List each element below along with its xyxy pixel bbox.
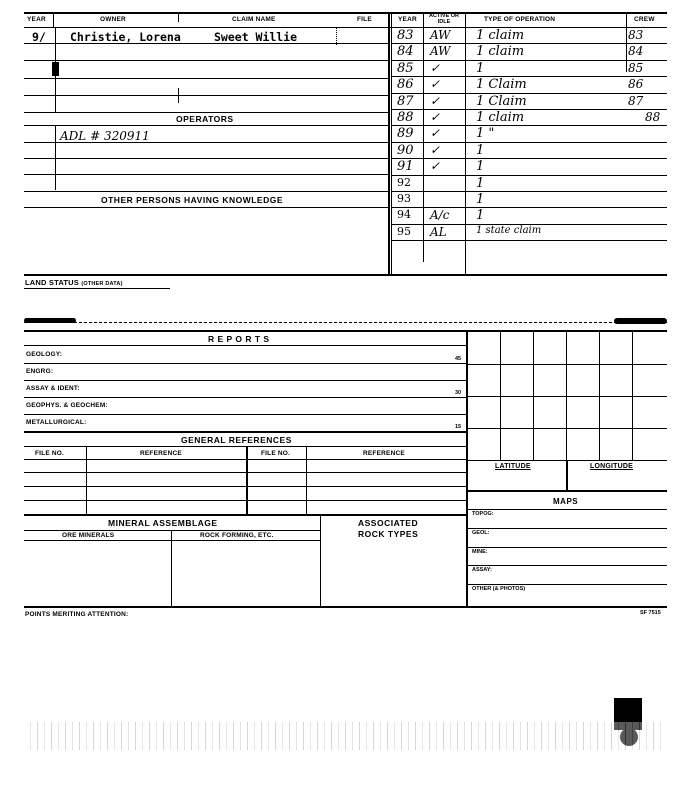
- ops-status: AW: [430, 28, 451, 42]
- ops-type: 1 ": [476, 126, 495, 142]
- ops-type: 1: [476, 175, 485, 191]
- ink-mark: [52, 62, 59, 76]
- ops-status: AL: [430, 224, 447, 239]
- maps-row-label: MINE:: [472, 549, 488, 555]
- report-label: GEOPHYS. & GEOCHEM:: [26, 402, 108, 409]
- rock-forming-label: ROCK FORMING, ETC.: [200, 532, 274, 539]
- form-number: SF 7515: [640, 610, 661, 616]
- gen-ref-divider: [246, 446, 248, 514]
- report-row-line: [24, 397, 466, 398]
- reports-header-line: [24, 345, 466, 346]
- report-page-number: 15: [455, 424, 462, 430]
- ops-row-line: [391, 240, 667, 241]
- gen-ref-divider: [86, 446, 87, 514]
- top-border: [24, 12, 667, 14]
- report-row-line: [24, 414, 466, 415]
- top-section-bottom: [24, 274, 667, 276]
- latitude-label: LATITUDE: [495, 463, 531, 470]
- ops-type: 1 state claim: [476, 224, 542, 236]
- header-active-idle: ACTIVE OR IDLE: [429, 13, 459, 25]
- grid-vline: [566, 330, 567, 460]
- ops-type: 1: [476, 159, 485, 175]
- ops-type: 1 claim: [476, 110, 525, 125]
- operators-header-line: [24, 125, 388, 126]
- ops-row-line: [391, 191, 667, 192]
- header-owner: OWNER: [100, 16, 126, 23]
- reports-top-line: [24, 330, 667, 332]
- grid-hline: [466, 396, 667, 397]
- ops-status: ✓: [430, 60, 441, 75]
- column-divider-main: [388, 12, 390, 274]
- ops-type: 1: [476, 208, 485, 224]
- ops-status: ✓: [430, 110, 441, 124]
- maps-row-line: [466, 547, 667, 548]
- col-status-divider: [465, 12, 466, 274]
- ops-status: ✓: [430, 93, 441, 108]
- ops-year: 90: [397, 142, 414, 158]
- report-label: METALLURGICAL:: [26, 419, 87, 426]
- ops-type: 1 claim: [476, 44, 525, 60]
- report-page-number: 45: [455, 356, 462, 362]
- ops-type: 1: [476, 60, 485, 76]
- header-claim-name: CLAIM NAME: [232, 16, 276, 23]
- owner-tick: [336, 27, 337, 45]
- header-year: YEAR: [27, 16, 46, 23]
- ore-minerals-label: ORE MINERALS: [62, 532, 115, 539]
- ops-status: AW: [430, 44, 451, 59]
- smudge: [614, 318, 667, 324]
- other-persons-label: OTHER PERSONS HAVING KNOWLEDGE: [101, 195, 284, 205]
- claim-name-value: Sweet Willie: [214, 30, 298, 44]
- mineral-subheader-line: [24, 540, 320, 541]
- report-row-line: [24, 363, 466, 364]
- gen-ref-top-line: [24, 432, 466, 433]
- ops-year: 85: [397, 60, 414, 76]
- reports-title: R E P O R T S: [208, 334, 270, 344]
- ops-year: 84: [397, 44, 414, 60]
- maps-row-line: [466, 509, 667, 510]
- ops-type: 1: [476, 142, 485, 158]
- mineral-header-line: [24, 530, 320, 531]
- ops-crew: 85: [628, 60, 644, 75]
- header-bottom-line: [24, 27, 667, 28]
- ops-crew: 86: [628, 77, 644, 92]
- ops-status: ✓: [430, 77, 441, 92]
- gen-ref-divider: [306, 446, 307, 514]
- gen-ref-header-line: [24, 446, 466, 447]
- grid-hline: [466, 364, 667, 365]
- maps-row-label: ASSAY:: [472, 567, 492, 573]
- ops-status: ✓: [430, 159, 441, 174]
- report-row-line: [24, 380, 466, 381]
- gen-ref-row-line: [24, 486, 466, 487]
- ops-type: 1 Claim: [476, 93, 527, 109]
- grid-vline: [500, 330, 501, 460]
- ops-row-line: [391, 175, 667, 176]
- ops-type: 1 Claim: [476, 77, 527, 93]
- maps-row-line: [466, 584, 667, 585]
- maps-row-label: GEOL:: [472, 530, 490, 536]
- ops-crew: 84: [628, 44, 644, 59]
- maps-row-line: [466, 565, 667, 566]
- owner-row-line: [24, 95, 388, 96]
- operators-top-line: [24, 112, 388, 113]
- ops-crew: 87: [628, 93, 644, 108]
- land-status-label: LAND STATUS (OTHER DATA): [25, 278, 123, 287]
- operator-divider: [55, 125, 56, 190]
- header-year-2: YEAR: [398, 16, 417, 23]
- grid-hline: [466, 428, 667, 429]
- gen-ref-title: GENERAL REFERENCES: [181, 435, 292, 445]
- grid-vline: [599, 330, 600, 460]
- ops-year: 95: [397, 224, 411, 238]
- ops-type: 1: [476, 192, 485, 207]
- bottom-section-line: [24, 606, 667, 608]
- points-meriting-label: POINTS MERITING ATTENTION:: [25, 611, 129, 618]
- mineral-divider: [171, 530, 172, 606]
- operator-row-line: [24, 158, 388, 159]
- owner-year-value: 9/: [32, 30, 46, 44]
- column-divider-main-2: [391, 12, 392, 274]
- gen-ref-row-line: [24, 500, 466, 501]
- ops-year: 92: [397, 175, 411, 189]
- reports-top-dashed: [24, 322, 667, 323]
- ops-year: 93: [397, 192, 411, 205]
- longitude-label: LONGITUDE: [590, 463, 634, 470]
- maps-row-label: TOPOG:: [472, 511, 494, 517]
- gen-ref-col-ref-1: REFERENCE: [140, 450, 182, 457]
- header-type-of-operation: TYPE OF OPERATION: [484, 16, 556, 23]
- owner-row-line: [24, 78, 388, 79]
- ops-status: ✓: [430, 126, 441, 141]
- ops-crew: 88: [645, 110, 661, 124]
- lat-long-divider: [566, 460, 568, 490]
- operator-row-line: [24, 142, 388, 143]
- assoc-label-2: ROCK TYPES: [358, 529, 419, 539]
- assoc-divider: [320, 514, 321, 606]
- ops-year: 91: [397, 159, 414, 175]
- header-tick: [178, 12, 179, 22]
- owner-row-line: [24, 60, 388, 61]
- ops-year: 87: [397, 93, 414, 109]
- ops-year: 94: [397, 208, 411, 222]
- gen-ref-row-line: [24, 459, 466, 460]
- ops-year: 88: [397, 110, 414, 125]
- owner-tick: [178, 88, 179, 103]
- ops-year: 83: [397, 28, 414, 43]
- gen-ref-col-ref-2: REFERENCE: [363, 450, 405, 457]
- gen-ref-col-file-1: FILE NO.: [35, 450, 65, 457]
- maps-row-label: OTHER (& PHOTOS): [472, 586, 526, 592]
- mineral-title: MINERAL ASSEMBLAGE: [108, 518, 218, 528]
- ops-year: 86: [397, 77, 414, 93]
- owner-name-value: Christie, Lorena: [70, 30, 181, 44]
- land-status-underline: [24, 288, 170, 289]
- operator-row-line: [24, 174, 388, 175]
- maps-top-line: [466, 490, 667, 492]
- ops-status: ✓: [430, 142, 441, 157]
- report-label: GEOLOGY:: [26, 351, 63, 358]
- header-tick: [53, 12, 54, 27]
- ops-type: 1 claim: [476, 28, 525, 43]
- ops-year: 89: [397, 126, 414, 142]
- header-file: FILE: [357, 16, 372, 23]
- other-persons-top-line: [24, 191, 388, 192]
- operators-label: OPERATORS: [176, 114, 234, 124]
- col-crew-divider: [626, 12, 627, 72]
- gen-ref-row-line: [24, 472, 466, 473]
- report-page-number: 30: [455, 390, 462, 396]
- operators-entry: ADL # 320911: [60, 129, 150, 143]
- maps-title: MAPS: [553, 497, 579, 506]
- ops-status: A/c: [430, 208, 450, 223]
- mineral-top-line: [24, 514, 466, 516]
- report-label: ASSAY & IDENT:: [26, 385, 80, 392]
- ops-crew: 83: [628, 28, 644, 42]
- grid-vline: [533, 330, 534, 460]
- other-persons-header-line: [24, 207, 388, 208]
- grid-vline: [632, 330, 633, 460]
- header-crew: CREW: [634, 16, 655, 23]
- maps-row-line: [466, 528, 667, 529]
- scan-noise-band: [24, 722, 664, 750]
- assoc-label-1: ASSOCIATED: [358, 518, 419, 528]
- gen-ref-col-file-2: FILE NO.: [261, 450, 291, 457]
- report-label: ENGRG:: [26, 368, 54, 375]
